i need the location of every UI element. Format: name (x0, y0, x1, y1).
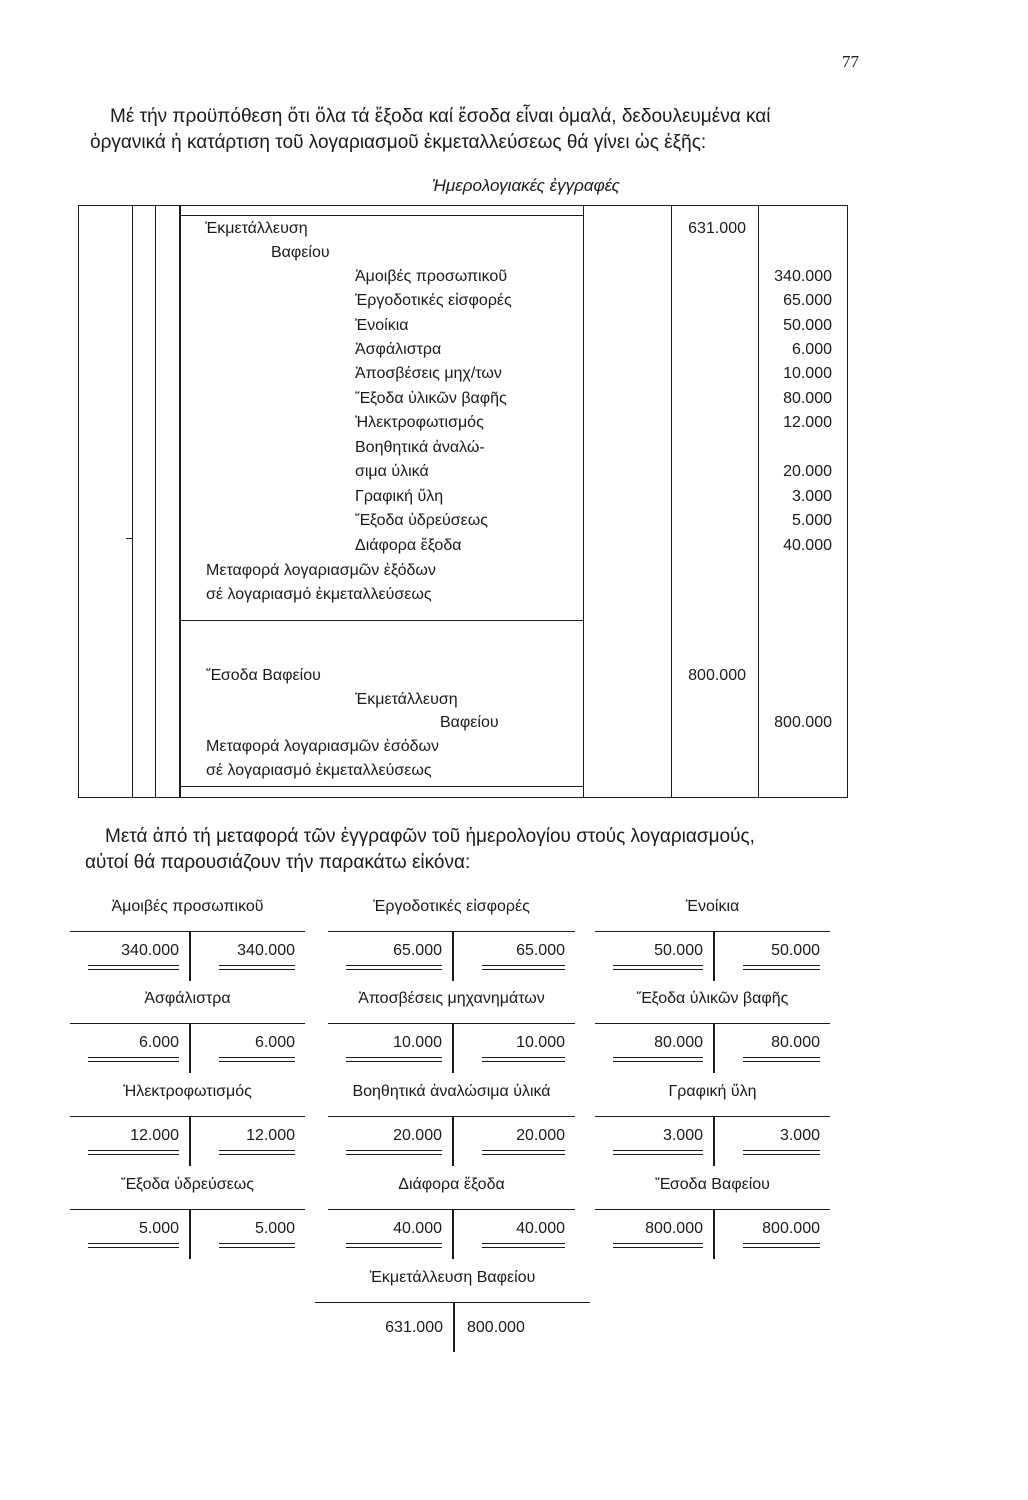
t-account-divider (189, 1209, 191, 1259)
t-account-credit-total-rule (219, 965, 295, 970)
t-account-title: Ἀσφάλιστρα (144, 990, 231, 1007)
entry1-credit-amount: 10.000 (783, 365, 832, 382)
t-account-debit: 40.000 (393, 1220, 442, 1237)
t-account-title: Βοηθητικά ἀναλώσιμα ὑλικά (352, 1083, 551, 1100)
t-account-debit: 3.000 (662, 1127, 703, 1144)
t-account-credit-total-rule (219, 1243, 295, 1248)
t-account-credit: 80.000 (771, 1034, 820, 1051)
t-account-divider (189, 1023, 191, 1073)
t-account-debit-total-rule (613, 1243, 703, 1248)
intro2-paragraph (85, 824, 755, 876)
t-account-credit: 5.000 (254, 1220, 295, 1237)
t-account-debit: 800.000 (645, 1220, 703, 1237)
t-account-debit-total-rule (346, 965, 442, 970)
t-account-credit-total-rule (219, 1150, 295, 1155)
entry1-credit-amount: 65.000 (783, 292, 832, 309)
entry1-credit-amount: 5.000 (791, 512, 832, 529)
entry1-credit-amount: 3.000 (791, 488, 832, 505)
entry2-debit-amount: 800.000 (688, 667, 746, 684)
t-account-top-rule (70, 1116, 305, 1117)
t-account-credit-total-rule (482, 965, 565, 970)
intro-paragraph (90, 104, 890, 156)
journal-title: Ἡμερολογιακές ἐγγραφές (432, 176, 620, 195)
t-account-debit: 340.000 (121, 942, 179, 959)
entry1-credit-label: Βοηθητικά ἀναλώ- (355, 439, 485, 456)
t-account-debit: 10.000 (393, 1034, 442, 1051)
t-account-debit: 50.000 (654, 942, 703, 959)
entry1-credit-amount: 80.000 (783, 390, 832, 407)
entry1-narration-1: Μεταφορά λογαριασμῶν ἐξόδων (206, 562, 436, 579)
t-account-credit: 6.000 (254, 1034, 295, 1051)
t-account-divider (452, 1023, 454, 1073)
t-account-debit-total-rule (88, 965, 179, 970)
t-account-credit-total-rule (482, 1057, 565, 1062)
t-account-debit: 65.000 (393, 942, 442, 959)
t-account-debit-total-rule (88, 1150, 179, 1155)
entry1-credit-label: Ἀποσβέσεις μηχ/των (355, 365, 502, 382)
t-account-divider (713, 1209, 715, 1259)
final-account-title: Ἐκμετάλλευση Βαφείου (369, 1269, 536, 1286)
t-account-divider (452, 1116, 454, 1166)
t-account-debit: 20.000 (393, 1127, 442, 1144)
entry1-narration-2: σέ λογαριασμό ἐκμεταλλεύσεως (206, 586, 432, 603)
entry2-credit-account-2: Βαφείου (440, 714, 499, 731)
entry2-debit-account: Ἔσοδα Βαφείου (206, 667, 321, 684)
t-account-top-rule (70, 1209, 305, 1210)
entry2-narration-2: σέ λογαριασμό ἐκμεταλλεύσεως (206, 762, 432, 779)
entry1-credit-amount: 340.000 (774, 268, 832, 285)
t-account-credit-total-rule (482, 1150, 565, 1155)
t-account-title: Ἐργοδοτικές εἰσφορές (373, 898, 530, 915)
entry1-credit-label: Ἐνοίκια (355, 317, 409, 334)
t-account-divider (452, 931, 454, 981)
final-account-credit: 800.000 (467, 1319, 525, 1336)
t-account-debit-total-rule (613, 965, 703, 970)
entry1-credit-amount: 6.000 (791, 341, 832, 358)
t-account-credit: 20.000 (516, 1127, 565, 1144)
t-account-title: Ἀποσβέσεις μηχανημάτων (358, 990, 545, 1007)
intro-line-2: ὀργανικά ἡ κατάρτιση τοῦ λογαριασμοῦ ἐκμεταλλεύσεως θά γίνει ὡς ἑξῆς: (90, 132, 707, 153)
t-account-divider (452, 1209, 454, 1259)
t-account-debit-total-rule (346, 1243, 442, 1248)
final-account-debit: 631.000 (385, 1319, 443, 1336)
entry1-credit-label: Ἔξοδα ὑλικῶν βαφῆς (355, 390, 507, 407)
t-account-title: Ἔξοδα ὑδρεύσεως (121, 1176, 254, 1193)
t-account-credit-total-rule (219, 1057, 295, 1062)
entry1-credit-label: Ἔξοδα ὑδρεύσεως (355, 512, 488, 529)
t-account-credit: 800.000 (762, 1220, 820, 1237)
entry2-narration-1: Μεταφορά λογαριασμῶν ἐσόδων (206, 738, 440, 755)
entry1-debit-amount: 631.000 (688, 220, 746, 237)
entry1-credit-amount: 20.000 (783, 463, 832, 480)
t-account-debit-total-rule (346, 1150, 442, 1155)
entry1-debit-account-1: Ἐκμετάλλευση (205, 220, 308, 237)
entry1-credit-label: Ἠλεκτροφωτισμός (355, 414, 484, 431)
t-account-debit: 5.000 (138, 1220, 179, 1237)
entry2-credit-amount: 800.000 (774, 714, 832, 731)
t-account-title: Ἔξοδα ὑλικῶν βαφῆς (636, 990, 789, 1007)
t-account-debit-total-rule (88, 1057, 179, 1062)
t-account-credit: 10.000 (516, 1034, 565, 1051)
t-account-debit: 6.000 (138, 1034, 179, 1051)
t-account-credit-total-rule (743, 1243, 820, 1248)
entry1-credit-label: Ἀμοιβές προσωπικοῦ (355, 268, 508, 285)
t-account-debit: 80.000 (654, 1034, 703, 1051)
t-account-credit-total-rule (743, 965, 820, 970)
t-account-divider (713, 931, 715, 981)
t-account-debit-total-rule (88, 1243, 179, 1248)
t-account-divider (713, 1116, 715, 1166)
t-account-debit-total-rule (613, 1057, 703, 1062)
t-account-title: Γραφική ὕλη (668, 1083, 757, 1100)
t-account-credit: 50.000 (771, 942, 820, 959)
entry1-credit-label: Ἀσφάλιστρα (355, 341, 442, 358)
t-account-credit: 40.000 (516, 1220, 565, 1237)
t-account-title: Διάφορα ἔξοδα (398, 1176, 505, 1193)
intro2-line-1: Μετά ἀπό τή μεταφορά τῶν ἐγγραφῶν τοῦ ἡμερολογίου στούς λογαριασμούς, (105, 826, 755, 847)
intro-line-1: Μέ τήν προϋπόθεση ὅτι ὅλα τά ἔξοδα καί ἔσοδα εἶναι ὁμαλά, δεδουλευμένα καί (110, 106, 771, 127)
t-account-title: Ἔσοδα Βαφείου (655, 1176, 770, 1193)
t-account-top-rule (70, 931, 305, 932)
entry1-credit-label: Ἐργοδοτικές εἰσφορές (355, 292, 512, 309)
t-account-credit: 340.000 (237, 942, 295, 959)
entry1-credit-label: Γραφική ὕλη (355, 488, 444, 505)
t-account-divider (189, 1116, 191, 1166)
entry1-credit-label: σιμα ὑλικά (355, 463, 429, 480)
t-account-top-rule (70, 1023, 305, 1024)
entry1-credit-label: Διάφορα ἔξοδα (355, 537, 462, 554)
entry1-credit-amount: 12.000 (783, 414, 832, 431)
t-account-title: Ἠλεκτροφωτισμός (123, 1083, 252, 1100)
t-account-debit: 12.000 (130, 1127, 179, 1144)
t-account-credit: 3.000 (779, 1127, 820, 1144)
entry1-debit-account-2: Βαφείου (271, 244, 330, 261)
t-account-credit: 65.000 (516, 942, 565, 959)
t-account-credit-total-rule (743, 1057, 820, 1062)
t-account-credit-total-rule (743, 1150, 820, 1155)
t-account-debit-total-rule (613, 1150, 703, 1155)
t-account-debit-total-rule (346, 1057, 442, 1062)
t-account-divider (189, 931, 191, 981)
t-account-title: Ἐνοίκια (685, 898, 740, 915)
t-account-title: Ἀμοιβές προσωπικοῦ (111, 898, 264, 915)
final-account-divider (453, 1302, 455, 1352)
entry1-credit-amount: 50.000 (783, 317, 832, 334)
intro2-line-2: αὐτοί θά παρουσιάζουν τήν παρακάτω εἰκόνα: (85, 852, 471, 873)
t-account-divider (713, 1023, 715, 1073)
t-account-credit: 12.000 (246, 1127, 295, 1144)
entry1-credit-amount: 40.000 (783, 537, 832, 554)
t-account-credit-total-rule (482, 1243, 565, 1248)
page-number: 77 (842, 52, 859, 71)
entry2-credit-account-1: Ἐκμετάλλευση (355, 691, 458, 708)
